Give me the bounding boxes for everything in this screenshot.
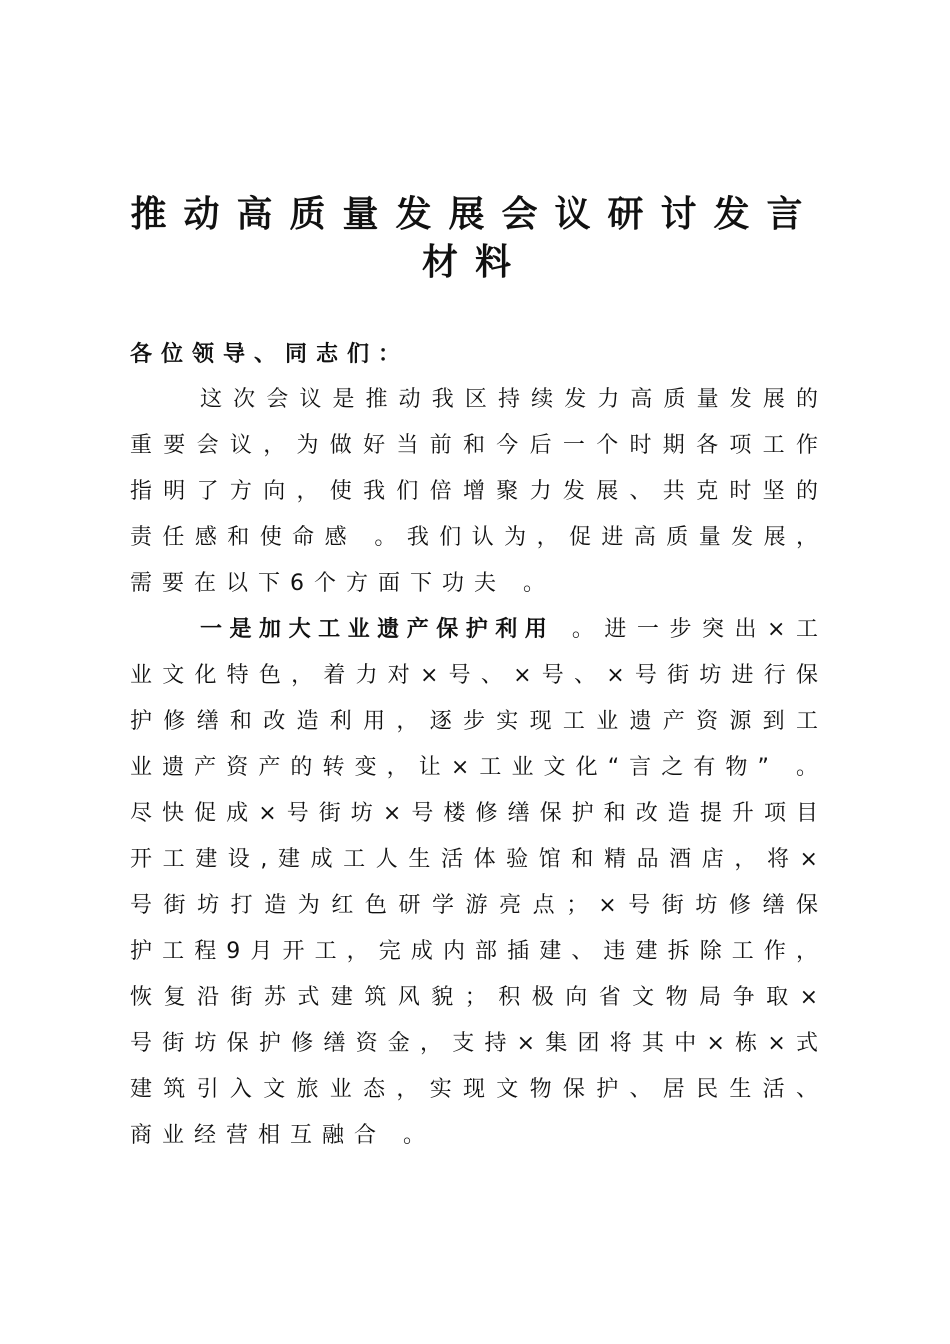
- salutation: 各位领导、同志们：: [130, 342, 410, 367]
- paragraph-lead: 一是加大工业遗产保护利用: [200, 617, 555, 642]
- document-title-line2: 材料: [421, 241, 528, 283]
- document-title-line1: 推动高质量发展会议研讨发言: [130, 193, 820, 235]
- paragraph-body: 。进一步突出×工业文化特色，着力对×号、×号、×号街坊进行保护修缮和改造利用，逐步实现工业遗产资源到工业遗产资产的转变，让×工业文化“言之有物” 。尽快促成×号街坊×号楼修缮保护和改造提升项目开工建设,建成工人生活体验馆和精品酒店，将×号街坊打造为红色研学游亮点；×号街坊修缮保护工程9月开工，完成内部插建、违建拆除工作，恢复沿街苏式建筑风貌；积极向省文物局争取×号街坊保护修缮资金，支持×集团将其中×栋×式建筑引入文旅业态，实现文物保护、居民生活、商业经营相互融合 。: [130, 617, 828, 1148]
- paragraph-industrial-heritage: [130, 607, 828, 1159]
- paragraph-intro: 这次会议是推动我区持续发力高质量发展的重要会议，为做好当前和今后一个时期各项工作指明了方向，使我们倍增聚力发展、共克时坚的责任感和使命感 。我们认为，促进高质量发展，需要在以下6个方面下功夫 。: [130, 387, 828, 596]
